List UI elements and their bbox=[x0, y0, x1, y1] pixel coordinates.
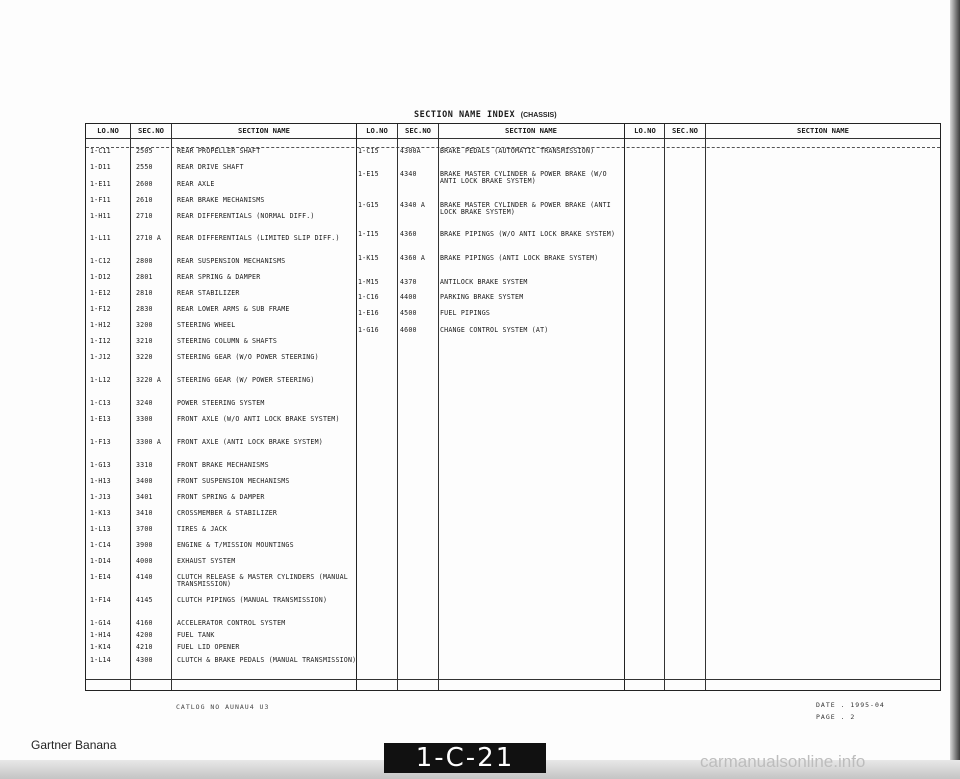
sec-no: 3240 bbox=[136, 399, 153, 407]
table-bottom-rule bbox=[86, 679, 940, 680]
issue-date: DATE . 1995-04 bbox=[816, 701, 885, 709]
sec-no: 3700 bbox=[136, 525, 153, 533]
section-name: REAR AXLE bbox=[177, 180, 215, 188]
sec-no: 3300 bbox=[136, 415, 153, 423]
header-sec-no-3: SEC.NO bbox=[672, 126, 698, 135]
lo-no: 1-J13 bbox=[90, 493, 111, 501]
section-name: STEERING GEAR (W/O POWER STEERING) bbox=[177, 353, 319, 361]
page-edge-shadow bbox=[950, 0, 960, 779]
section-name: FRONT SPRING & DAMPER bbox=[177, 493, 265, 501]
section-name: ACCELERATOR CONTROL SYSTEM bbox=[177, 619, 286, 627]
sec-no: 4140 bbox=[136, 573, 153, 581]
section-name: REAR SUSPENSION MECHANISMS bbox=[177, 257, 286, 265]
lo-no: 1-G14 bbox=[90, 619, 111, 627]
lo-no: 1-E15 bbox=[358, 170, 379, 178]
lo-no: 1-F14 bbox=[90, 596, 111, 604]
sec-no: 2810 bbox=[136, 289, 153, 297]
lo-no: 1-I15 bbox=[358, 230, 379, 238]
sec-no: 4160 bbox=[136, 619, 153, 627]
lo-no: 1-E13 bbox=[90, 415, 111, 423]
page-code-banner: 1-C-21 bbox=[384, 743, 546, 773]
lo-no: 1-C13 bbox=[90, 399, 111, 407]
sec-no: 4145 bbox=[136, 596, 153, 604]
lo-no: 1-K14 bbox=[90, 643, 111, 651]
lo-no: 1-L11 bbox=[90, 234, 111, 242]
group-rule bbox=[624, 124, 625, 690]
lo-no: 1-G13 bbox=[90, 461, 111, 469]
lo-no: 1-K13 bbox=[90, 509, 111, 517]
sec-no: 3310 bbox=[136, 461, 153, 469]
lo-no: 1-E11 bbox=[90, 180, 111, 188]
section-name: BRAKE PEDALS (AUTOMATIC TRANSMISSION) bbox=[440, 147, 595, 155]
sec-no: 3900 bbox=[136, 541, 153, 549]
section-name: REAR DIFFERENTIALS (LIMITED SLIP DIFF.) bbox=[177, 234, 340, 242]
section-name: FRONT BRAKE MECHANISMS bbox=[177, 461, 269, 469]
lo-no: 1-G16 bbox=[358, 326, 379, 334]
section-name: FUEL PIPINGS bbox=[440, 309, 491, 317]
section-name: REAR BRAKE MECHANISMS bbox=[177, 196, 265, 204]
page-number: PAGE . 2 bbox=[816, 713, 856, 721]
section-name: CLUTCH & BRAKE PEDALS (MANUAL TRANSMISSION) bbox=[177, 656, 357, 664]
lo-no: 1-M15 bbox=[358, 278, 379, 286]
section-name: PARKING BRAKE SYSTEM bbox=[440, 293, 524, 301]
lo-no: 1-E16 bbox=[358, 309, 379, 317]
lo-no: 1-C15 bbox=[358, 147, 379, 155]
sec-no: 2610 bbox=[136, 196, 153, 204]
lo-no: 1-F13 bbox=[90, 438, 111, 446]
index-title-text: SECTION NAME INDEX bbox=[414, 110, 516, 120]
section-name: BRAKE PIPINGS (W/O ANTI LOCK BRAKE SYSTEM) bbox=[440, 230, 616, 238]
section-name: REAR DRIVE SHAFT bbox=[177, 163, 244, 171]
section-name: REAR PROPELLER SHAFT bbox=[177, 147, 261, 155]
lo-no: 1-F12 bbox=[90, 305, 111, 313]
sec-no: 3410 bbox=[136, 509, 153, 517]
sec-no: 2800 bbox=[136, 257, 153, 265]
sec-no: 2830 bbox=[136, 305, 153, 313]
section-name: STEERING GEAR (W/ POWER STEERING) bbox=[177, 376, 315, 384]
section-name: FUEL LID OPENER bbox=[177, 643, 240, 651]
lo-no: 1-F11 bbox=[90, 196, 111, 204]
header-lo-no-1: LO.NO bbox=[97, 126, 119, 135]
sec-no: 4400 bbox=[400, 293, 417, 301]
sec-no: 4360 A bbox=[400, 254, 426, 262]
lo-no: 1-D12 bbox=[90, 273, 111, 281]
sec-no: 3220 bbox=[136, 353, 153, 361]
section-name: CLUTCH RELEASE & MASTER CYLINDERS (MANUAL TRANSMISSION) bbox=[177, 573, 348, 589]
sec-no: 2710 bbox=[136, 212, 153, 220]
lo-no: 1-L14 bbox=[90, 656, 111, 664]
sec-no: 4300 bbox=[136, 656, 153, 664]
index-title-sub: (CHASSIS) bbox=[520, 112, 557, 119]
lo-no: 1-G15 bbox=[358, 201, 379, 209]
section-name: BRAKE MASTER CYLINDER & POWER BRAKE (W/O ANTI LOCK BRAKE SYSTEM) bbox=[440, 170, 607, 186]
section-name: ENGINE & T/MISSION MOUNTINGS bbox=[177, 541, 294, 549]
lo-no: 1-H12 bbox=[90, 321, 111, 329]
lo-no: 1-E14 bbox=[90, 573, 111, 581]
index-table bbox=[85, 123, 941, 691]
section-name: EXHAUST SYSTEM bbox=[177, 557, 236, 565]
sec-no: 3400 bbox=[136, 477, 153, 485]
sec-no: 4300A bbox=[400, 147, 421, 155]
section-name: FRONT SUSPENSION MECHANISMS bbox=[177, 477, 290, 485]
sec-no: 4340 bbox=[400, 170, 417, 178]
sec-no: 4360 bbox=[400, 230, 417, 238]
header-lo-no-2: LO.NO bbox=[366, 126, 388, 135]
header-section-name-1: SECTION NAME bbox=[238, 126, 290, 135]
lo-no: 1-L13 bbox=[90, 525, 111, 533]
lo-no: 1-H13 bbox=[90, 477, 111, 485]
sec-no: 2505 bbox=[136, 147, 153, 155]
catalog-number: CATLOG NO AUNAU4 U3 bbox=[176, 703, 270, 711]
section-name: BRAKE MASTER CYLINDER & POWER BRAKE (ANTI LOCK BRAKE SYSTEM) bbox=[440, 201, 611, 217]
section-name: CHANGE CONTROL SYSTEM (AT) bbox=[440, 326, 549, 334]
header-sec-no-2: SEC.NO bbox=[405, 126, 431, 135]
sec-no: 2801 bbox=[136, 273, 153, 281]
sec-no: 4200 bbox=[136, 631, 153, 639]
header-lo-no-3: LO.NO bbox=[634, 126, 656, 135]
lo-no: 1-C12 bbox=[90, 257, 111, 265]
col-rule bbox=[664, 124, 665, 690]
sec-no: 3200 bbox=[136, 321, 153, 329]
section-name: STEERING COLUMN & SHAFTS bbox=[177, 337, 278, 345]
section-name: REAR DIFFERENTIALS (NORMAL DIFF.) bbox=[177, 212, 315, 220]
site-watermark: carmanualsonline.info bbox=[700, 752, 866, 771]
lo-no: 1-J12 bbox=[90, 353, 111, 361]
lo-no: 1-D14 bbox=[90, 557, 111, 565]
lo-no: 1-E12 bbox=[90, 289, 111, 297]
lo-no: 1-K15 bbox=[358, 254, 379, 262]
sec-no: 3300 A bbox=[136, 438, 162, 446]
section-name: REAR STABILIZER bbox=[177, 289, 240, 297]
header-section-name-3: SECTION NAME bbox=[797, 126, 849, 135]
sec-no: 2550 bbox=[136, 163, 153, 171]
section-name: STEERING WHEEL bbox=[177, 321, 236, 329]
section-name: CROSSMEMBER & STABILIZER bbox=[177, 509, 278, 517]
header-section-name-2: SECTION NAME bbox=[505, 126, 557, 135]
section-name: TIRES & JACK bbox=[177, 525, 228, 533]
section-name: ANTILOCK BRAKE SYSTEM bbox=[440, 278, 528, 286]
section-name: REAR LOWER ARMS & SUB FRAME bbox=[177, 305, 290, 313]
sec-no: 3401 bbox=[136, 493, 153, 501]
sec-no: 4000 bbox=[136, 557, 153, 565]
source-credit: Gartner Banana bbox=[31, 738, 117, 752]
sec-no: 2600 bbox=[136, 180, 153, 188]
sec-no: 3220 A bbox=[136, 376, 162, 384]
lo-no: 1-I12 bbox=[90, 337, 111, 345]
section-name: REAR SPRING & DAMPER bbox=[177, 273, 261, 281]
lo-no: 1-C11 bbox=[90, 147, 111, 155]
sec-no: 4340 A bbox=[400, 201, 426, 209]
lo-no: 1-C14 bbox=[90, 541, 111, 549]
sec-no: 4500 bbox=[400, 309, 417, 317]
header-rule bbox=[86, 138, 940, 139]
section-name: BRAKE PIPINGS (ANTI LOCK BRAKE SYSTEM) bbox=[440, 254, 599, 262]
header-sec-no-1: SEC.NO bbox=[138, 126, 164, 135]
lo-no: 1-H14 bbox=[90, 631, 111, 639]
sec-no: 4210 bbox=[136, 643, 153, 651]
lo-no: 1-D11 bbox=[90, 163, 111, 171]
lo-no: 1-C16 bbox=[358, 293, 379, 301]
lo-no: 1-H11 bbox=[90, 212, 111, 220]
sec-no: 4600 bbox=[400, 326, 417, 334]
lo-no: 1-L12 bbox=[90, 376, 111, 384]
sec-no: 3210 bbox=[136, 337, 153, 345]
section-name: POWER STEERING SYSTEM bbox=[177, 399, 265, 407]
section-name: FUEL TANK bbox=[177, 631, 215, 639]
col-rule bbox=[705, 124, 706, 690]
sec-no: 2710 A bbox=[136, 234, 162, 242]
section-name: FRONT AXLE (ANTI LOCK BRAKE SYSTEM) bbox=[177, 438, 323, 446]
sec-no: 4370 bbox=[400, 278, 417, 286]
section-name: FRONT AXLE (W/O ANTI LOCK BRAKE SYSTEM) bbox=[177, 415, 340, 423]
section-name: CLUTCH PIPINGS (MANUAL TRANSMISSION) bbox=[177, 596, 328, 604]
index-title bbox=[414, 110, 557, 120]
